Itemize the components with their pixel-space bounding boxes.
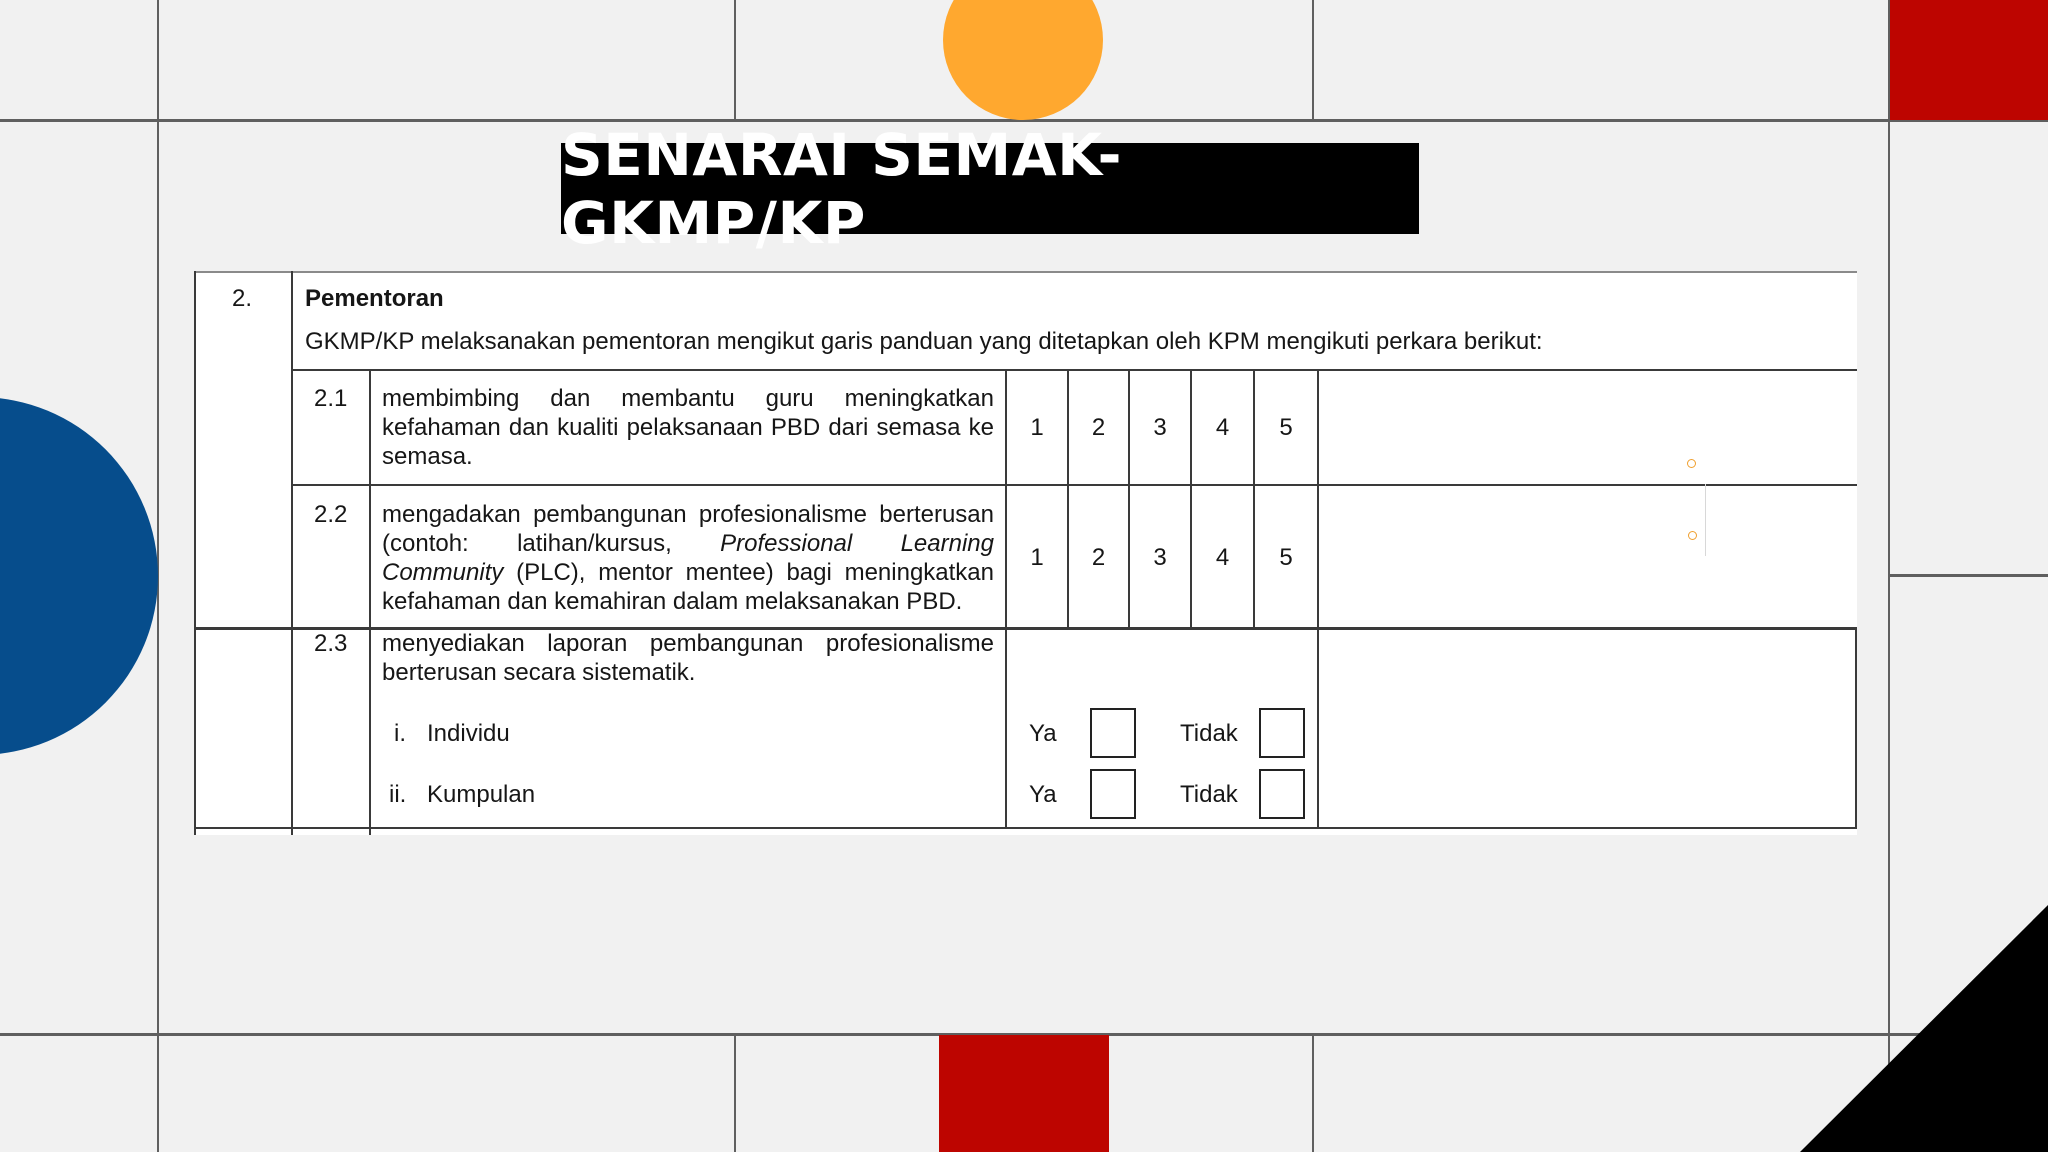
item-number: 2.2 bbox=[314, 501, 348, 528]
yes-label: Ya bbox=[1029, 781, 1057, 808]
rating-option-3[interactable]: 3 bbox=[1153, 414, 1167, 441]
item-description: membimbing dan membantu guru meningkatkan kefahaman dan kualiti pelaksanaan PBD dari semasa ke semasa. bbox=[382, 385, 994, 470]
item-description-italic: Professional Learning Community bbox=[382, 530, 994, 586]
checklist-table bbox=[194, 271, 1857, 835]
table-border bbox=[194, 271, 1857, 273]
item-description-text: mengadakan pembangunan profesionalisme berterusan (contoh: latihan/kursus, bbox=[382, 501, 994, 557]
no-label: Tidak bbox=[1180, 720, 1238, 747]
table-border bbox=[1253, 369, 1255, 629]
table-border bbox=[194, 271, 196, 835]
remarks-cell[interactable] bbox=[1319, 486, 1855, 627]
section-number: 2. bbox=[232, 285, 253, 312]
orange-circle-decoration bbox=[943, 0, 1103, 120]
guide-line bbox=[1705, 484, 1706, 556]
table-border bbox=[194, 827, 1857, 829]
sub-item-marker: ii. bbox=[389, 781, 407, 808]
rating-option-3[interactable]: 3 bbox=[1153, 544, 1167, 571]
rating-option-4[interactable]: 4 bbox=[1215, 414, 1230, 441]
rating-option-5[interactable]: 5 bbox=[1279, 414, 1293, 441]
yes-checkbox[interactable] bbox=[1090, 708, 1136, 758]
remarks-cell[interactable] bbox=[1319, 371, 1855, 484]
grid-line bbox=[1889, 574, 2048, 577]
table-border bbox=[1128, 369, 1130, 629]
grid-line bbox=[1312, 0, 1314, 120]
red-block-decoration bbox=[939, 1035, 1109, 1152]
table-border bbox=[291, 271, 293, 835]
rating-option-1[interactable]: 1 bbox=[1030, 414, 1044, 441]
anchor-marker-icon bbox=[1687, 459, 1696, 468]
grid-line bbox=[734, 0, 736, 120]
table-border bbox=[1190, 369, 1192, 629]
no-checkbox[interactable] bbox=[1259, 708, 1305, 758]
rating-option-5[interactable]: 5 bbox=[1279, 544, 1293, 571]
item-description: menyediakan laporan pembangunan profesionalisme berterusan secara sistematik. bbox=[382, 630, 994, 686]
section-title: Pementoran bbox=[305, 285, 444, 312]
table-border bbox=[369, 369, 371, 835]
item-number: 2.1 bbox=[314, 385, 348, 412]
rating-option-2[interactable]: 2 bbox=[1091, 414, 1106, 441]
item-description bbox=[382, 500, 994, 616]
yes-label: Ya bbox=[1029, 720, 1057, 747]
rating-option-4[interactable]: 4 bbox=[1215, 544, 1230, 571]
no-label: Tidak bbox=[1180, 781, 1238, 808]
section-intro: GKMP/KP melaksanakan pementoran mengikut garis panduan yang ditetapkan oleh KPM mengikuti perkara berikut: bbox=[305, 328, 1543, 355]
item-description-text: (PLC), mentor mentee) bagi meningkatkan kefahaman dan kemahiran dalam melaksanakan PBD. bbox=[382, 559, 994, 615]
remarks-cell[interactable] bbox=[1319, 630, 1855, 827]
sub-item-marker: i. bbox=[394, 720, 406, 747]
slide-title bbox=[561, 120, 1419, 257]
sub-item-label: Kumpulan bbox=[427, 781, 536, 808]
sub-item-label: Individu bbox=[427, 720, 510, 747]
table-border bbox=[1067, 369, 1069, 629]
grid-line bbox=[1312, 1034, 1314, 1152]
yes-checkbox[interactable] bbox=[1090, 769, 1136, 819]
rating-option-1[interactable]: 1 bbox=[1030, 544, 1044, 571]
item-number: 2.3 bbox=[314, 630, 348, 657]
blue-circle-decoration bbox=[0, 397, 158, 755]
slide-title-text: SENARAI SEMAK- GKMP/KP bbox=[561, 120, 1123, 257]
no-checkbox[interactable] bbox=[1259, 769, 1305, 819]
red-block-decoration bbox=[1890, 0, 2048, 120]
black-triangle-decoration bbox=[1800, 905, 2048, 1152]
anchor-marker-icon bbox=[1688, 531, 1697, 540]
grid-line bbox=[734, 1034, 736, 1152]
table-border bbox=[1855, 629, 1857, 829]
rating-option-2[interactable]: 2 bbox=[1091, 544, 1106, 571]
